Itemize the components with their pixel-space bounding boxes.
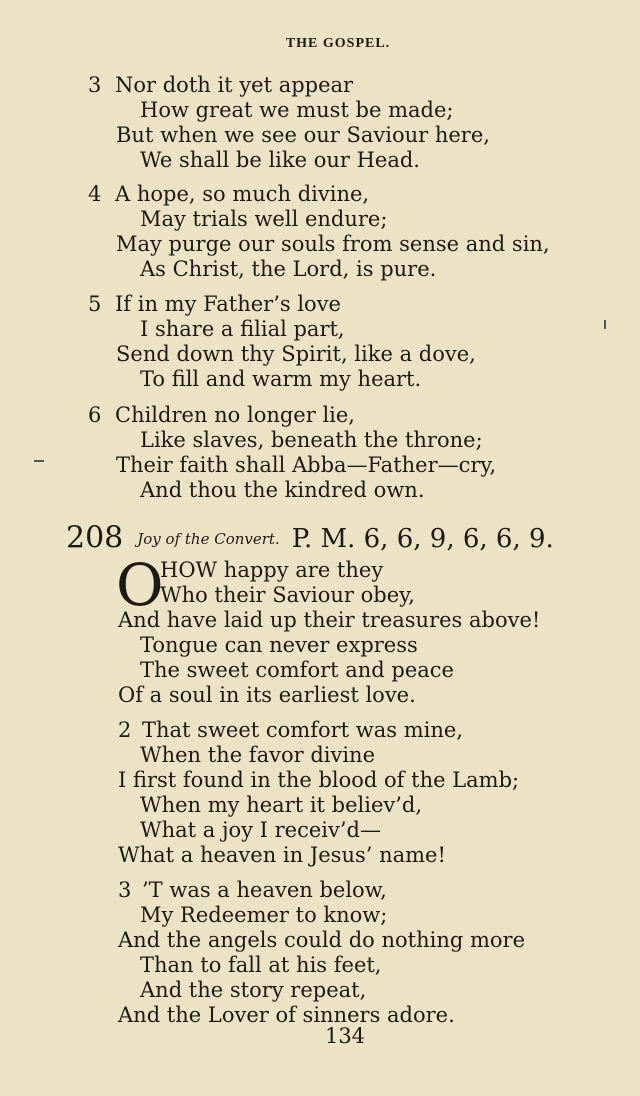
stanza-line: I first found in the blood of the Lamb;: [118, 768, 520, 792]
stanza-line: [0, 73, 640, 98]
stanza-3: [0, 73, 640, 173]
hymn-meter: P. M. 6, 6, 9, 6, 6, 9.: [291, 523, 554, 554]
stanza-line: [0, 292, 640, 317]
stanza-6: [0, 403, 640, 503]
stanza-line: My Redeemer to know;: [140, 903, 388, 927]
hymn-stanza-2: [0, 718, 640, 868]
stanza-line: I share a filial part,: [140, 317, 345, 341]
stanza-line: And have laid up their treasures above!: [118, 608, 541, 632]
stanza-line: The sweet comfort and peace: [140, 658, 454, 682]
stanza-line: How great we must be made;: [140, 98, 454, 122]
hymn-stanza-1: [0, 551, 640, 708]
stanza-line: Like slaves, beneath the throne;: [140, 428, 483, 452]
stanza-line: And the Lover of sinners adore.: [118, 1003, 455, 1027]
stanza-number: 3: [118, 878, 132, 902]
stanza-line: Their faith shall Abba—Father—cry,: [116, 453, 497, 477]
stanza-number: 5: [88, 292, 102, 316]
stanza-line: May trials well endure;: [140, 207, 388, 231]
line-text: Children no longer lie,: [115, 403, 355, 427]
print-speck: [34, 460, 44, 462]
stanza-line: [0, 718, 640, 743]
stanza-line: [0, 403, 640, 428]
stanza-line: Send down thy Spirit, like a dove,: [116, 342, 476, 366]
stanza-line: What a joy I receiv’d—: [140, 818, 381, 842]
stanza-line: Of a soul in its earliest love.: [118, 683, 416, 707]
stanza-line: [0, 878, 640, 903]
stanza-line: Who their Saviour obey,: [160, 583, 415, 607]
line-text: Nor doth it yet appear: [115, 73, 354, 97]
stanza-number: 3: [88, 73, 102, 97]
stanza-line: When my heart it believ’d,: [140, 793, 423, 817]
stanza-line: As Christ, the Lord, is pure.: [140, 257, 437, 281]
stanza-number: 2: [118, 718, 132, 742]
stanza-number: 4: [88, 182, 102, 206]
stanza-line: And the story repeat,: [140, 978, 367, 1002]
stanza-line: May purge our souls from sense and sin,: [116, 232, 550, 256]
stanza-line: But when we see our Saviour here,: [116, 123, 490, 147]
line-text: That sweet comfort was mine,: [142, 718, 463, 742]
hymn-subtitle: Joy of the Convert.: [137, 529, 280, 548]
drop-cap: O: [116, 551, 164, 619]
stanza-line: And thou the kindred own.: [140, 478, 425, 502]
hymn-number: 208: [66, 520, 124, 556]
stanza-line: When the favor divine: [140, 743, 376, 767]
line-text: A hope, so much divine,: [115, 182, 370, 206]
stanza-line: We shall be like our Head.: [140, 148, 420, 172]
line-text: If in my Father’s love: [115, 292, 341, 316]
page-number: 134: [324, 1024, 366, 1048]
stanza-line: [0, 182, 640, 207]
stanza-4: [0, 182, 640, 282]
line-text: ’T was a heaven below,: [142, 878, 387, 902]
hymn-stanza-3: [0, 878, 640, 1028]
stanza-line: To fill and warm my heart.: [140, 367, 422, 391]
stanza-line: What a heaven in Jesus’ name!: [118, 843, 446, 867]
running-header: THE GOSPEL.: [285, 36, 391, 51]
stanza-line: HOW happy are they: [160, 558, 384, 582]
stanza-line: Tongue can never express: [140, 633, 418, 657]
stanza-line: Than to fall at his feet,: [140, 953, 382, 977]
stanza-number: 6: [88, 403, 102, 427]
print-speck: [604, 320, 606, 329]
stanza-line: And the angels could do nothing more: [118, 928, 525, 952]
stanza-5: [0, 292, 640, 392]
